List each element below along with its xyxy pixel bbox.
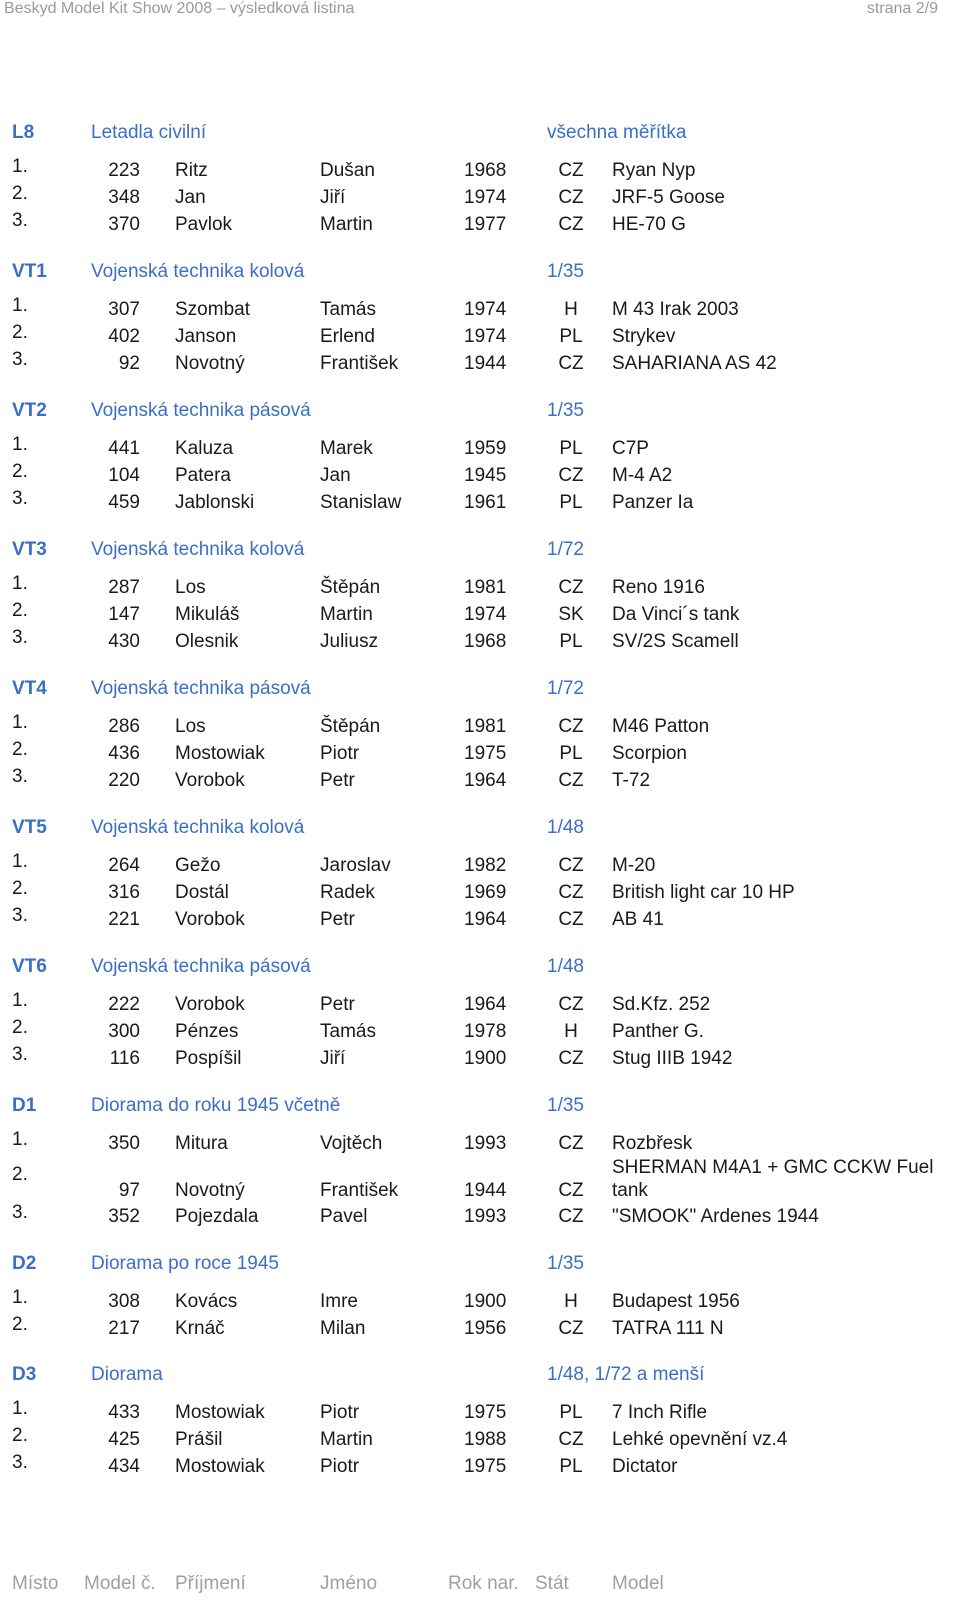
category-header	[0, 400, 960, 422]
result-row	[0, 461, 960, 491]
cell-name: Stanislaw	[320, 492, 402, 513]
legend-model-number: Model č.	[84, 1573, 156, 1594]
cell-num: 459	[108, 492, 140, 513]
cell-surname: Kaluza	[175, 438, 234, 459]
cell-name: Jaroslav	[320, 855, 391, 876]
cell-num: 434	[108, 1456, 140, 1477]
cell-num: 116	[109, 1048, 140, 1069]
cell-num: 286	[108, 716, 140, 737]
cell-place: 2.	[12, 183, 28, 204]
cell-surname: Kovács	[175, 1291, 238, 1312]
legend-model: Model	[612, 1573, 664, 1594]
cell-model: British light car 10 HP	[612, 882, 795, 903]
cell-name: Pavel	[320, 1206, 368, 1227]
cell-year: 1981	[464, 716, 507, 737]
cell-model: Lehké opevnění vz.4	[612, 1429, 788, 1450]
cell-place: 3.	[12, 488, 28, 509]
cell-surname: Pospíšil	[175, 1048, 242, 1069]
result-row	[0, 295, 960, 325]
cell-model: TATRA 111 N	[612, 1318, 724, 1339]
cell-year: 1968	[464, 631, 507, 652]
cell-state: CZ	[558, 1206, 584, 1227]
cell-num: 430	[108, 631, 140, 652]
cell-place: 3.	[12, 766, 28, 787]
cell-surname: Los	[175, 577, 206, 598]
cell-surname: Jablonski	[175, 492, 255, 513]
result-row	[0, 349, 960, 379]
cell-year: 1969	[464, 882, 507, 903]
cell-name: Tamás	[320, 1021, 376, 1042]
cell-name: Štěpán	[320, 577, 381, 598]
result-row	[0, 1314, 960, 1344]
cell-model: Scorpion	[612, 743, 687, 764]
category-code: VT3	[12, 539, 47, 560]
cell-year: 1964	[464, 909, 507, 930]
cell-year: 1974	[464, 604, 507, 625]
cell-num: 307	[108, 299, 140, 320]
cell-place: 2.	[12, 322, 28, 343]
cell-name: Radek	[320, 882, 375, 903]
legend-place: Místo	[12, 1573, 59, 1594]
cell-year: 1968	[464, 160, 507, 181]
cell-model: M-20	[612, 855, 656, 876]
cell-surname: Pénzes	[175, 1021, 239, 1042]
cell-surname: Mostowiak	[175, 743, 265, 764]
category-title: Vojenská technika kolová	[91, 817, 305, 838]
category-code: VT5	[12, 817, 47, 838]
cell-place: 3.	[12, 1044, 28, 1065]
category-code: D2	[12, 1253, 37, 1274]
cell-surname: Krnáč	[175, 1318, 225, 1339]
cell-year: 1974	[464, 187, 507, 208]
cell-state: CZ	[558, 1048, 584, 1069]
cell-name: Vojtěch	[320, 1133, 383, 1154]
category-title: Vojenská technika kolová	[91, 261, 305, 282]
cell-num: 221	[108, 909, 140, 930]
cell-model: M-4 A2	[612, 465, 673, 486]
cell-year: 1964	[464, 994, 507, 1015]
cell-model: SAHARIANA AS 42	[612, 353, 777, 374]
cell-place: 3.	[12, 905, 28, 926]
category-scale: 1/35	[547, 1253, 584, 1274]
cell-year: 1988	[464, 1429, 507, 1450]
cell-year: 1978	[464, 1021, 507, 1042]
cell-model: 7 Inch Rifle	[612, 1402, 708, 1423]
result-row	[0, 1452, 960, 1482]
cell-place: 3.	[12, 210, 28, 231]
cell-model: SHERMAN M4A1 + GMC CCKW Fuel tank	[612, 1157, 934, 1201]
cell-place: 1.	[12, 1129, 28, 1150]
cell-state: PL	[559, 1402, 583, 1423]
cell-surname: Janson	[175, 326, 237, 347]
cell-model: SV/2S Scamell	[612, 631, 739, 652]
cell-state: CZ	[558, 716, 584, 737]
cell-state: PL	[559, 1456, 583, 1477]
cell-year: 1945	[464, 465, 507, 486]
category-code: VT1	[12, 261, 47, 282]
category-header	[0, 956, 960, 978]
document-title: Beskyd Model Kit Show 2008 – výsledková listina	[4, 0, 355, 17]
cell-model: AB 41	[612, 909, 664, 930]
category-header	[0, 817, 960, 839]
cell-state: CZ	[558, 1318, 584, 1339]
cell-surname: Los	[175, 716, 206, 737]
category-scale: 1/48	[547, 956, 584, 977]
cell-place: 2.	[12, 1314, 28, 1335]
cell-state: CZ	[558, 855, 584, 876]
cell-place: 2.	[12, 1164, 28, 1185]
cell-state: PL	[559, 492, 583, 513]
category-header	[0, 539, 960, 561]
cell-year: 1944	[464, 353, 507, 374]
cell-name: Jiří	[320, 187, 346, 208]
result-row	[0, 878, 960, 908]
cell-model: M46 Patton	[612, 716, 710, 737]
cell-place: 2.	[12, 461, 28, 482]
category-code: D3	[12, 1364, 37, 1385]
cell-model: Rozbřesk	[612, 1133, 693, 1154]
cell-place: 2.	[12, 600, 28, 621]
legend-surname: Příjmení	[175, 1573, 246, 1594]
cell-year: 1981	[464, 577, 507, 598]
category-header	[0, 1253, 960, 1275]
result-row	[0, 434, 960, 464]
cell-model: M 43 Irak 2003	[612, 299, 739, 320]
cell-year: 1974	[464, 326, 507, 347]
result-row	[0, 1156, 960, 1206]
result-row	[0, 1287, 960, 1317]
cell-year: 1956	[464, 1318, 507, 1339]
cell-surname: Vorobok	[175, 770, 245, 791]
cell-surname: Szombat	[175, 299, 250, 320]
cell-year: 1944	[464, 1180, 507, 1201]
category-title: Diorama do roku 1945 včetně	[91, 1095, 341, 1116]
page-number: strana 2/9	[866, 0, 938, 17]
cell-surname: Dostál	[175, 882, 229, 903]
category-header	[0, 1364, 960, 1386]
cell-model: Panther G.	[612, 1021, 704, 1042]
category-scale: 1/48, 1/72 a menší	[547, 1364, 705, 1385]
cell-place: 1.	[12, 295, 28, 316]
cell-name: Martin	[320, 604, 373, 625]
cell-surname: Novotný	[175, 353, 245, 374]
cell-surname: Olesnik	[175, 631, 239, 652]
result-row	[0, 156, 960, 186]
category-title: Diorama po roce 1945	[91, 1253, 279, 1274]
cell-state: PL	[559, 326, 583, 347]
result-row	[0, 573, 960, 603]
cell-surname: Ritz	[175, 160, 208, 181]
result-row	[0, 851, 960, 881]
cell-name: Imre	[320, 1291, 358, 1312]
category-title: Letadla civilní	[91, 122, 207, 143]
result-row	[0, 1425, 960, 1455]
category-code: L8	[12, 122, 35, 143]
cell-state: CZ	[558, 160, 584, 181]
category-title: Vojenská technika pásová	[91, 956, 311, 977]
cell-surname: Vorobok	[175, 994, 245, 1015]
category-header	[0, 678, 960, 700]
cell-place: 1.	[12, 156, 28, 177]
cell-year: 1959	[464, 438, 507, 459]
cell-num: 147	[108, 604, 140, 625]
cell-model: "SMOOK" Ardenes 1944	[612, 1206, 819, 1227]
cell-name: Petr	[320, 909, 355, 930]
cell-num: 352	[108, 1206, 140, 1227]
cell-num: 436	[108, 743, 140, 764]
cell-num: 370	[108, 214, 140, 235]
cell-year: 1900	[464, 1291, 507, 1312]
cell-year: 1993	[464, 1133, 507, 1154]
category-code: VT4	[12, 678, 47, 699]
result-row	[0, 322, 960, 352]
cell-year: 1977	[464, 214, 507, 235]
cell-state: PL	[559, 743, 583, 764]
cell-place: 2.	[12, 739, 28, 760]
category-header	[0, 261, 960, 283]
cell-num: 97	[118, 1180, 140, 1201]
cell-name: František	[320, 353, 399, 374]
cell-state: CZ	[558, 187, 584, 208]
category-code: VT6	[12, 956, 47, 977]
cell-model: HE-70 G	[612, 214, 686, 235]
category-title: Vojenská technika pásová	[91, 400, 311, 421]
legend-name: Jméno	[320, 1573, 378, 1594]
cell-place: 1.	[12, 1398, 28, 1419]
category-scale: 1/35	[547, 400, 584, 421]
cell-state: H	[564, 299, 578, 320]
cell-num: 287	[108, 577, 140, 598]
cell-state: H	[564, 1291, 578, 1312]
result-row	[0, 1398, 960, 1428]
cell-num: 220	[108, 770, 140, 791]
cell-model: Budapest 1956	[612, 1291, 740, 1312]
cell-num: 402	[108, 326, 140, 347]
cell-place: 3.	[12, 627, 28, 648]
cell-state: CZ	[558, 882, 584, 903]
cell-year: 1974	[464, 299, 507, 320]
cell-place: 1.	[12, 573, 28, 594]
cell-state: PL	[559, 631, 583, 652]
result-row	[0, 905, 960, 935]
legend-year: Rok nar.	[448, 1573, 519, 1594]
cell-name: Tamás	[320, 299, 376, 320]
cell-state: CZ	[558, 1180, 584, 1201]
cell-num: 433	[108, 1402, 140, 1423]
cell-place: 3.	[12, 1452, 28, 1473]
cell-state: CZ	[558, 465, 584, 486]
result-row	[0, 1044, 960, 1074]
cell-model: Sd.Kfz. 252	[612, 994, 711, 1015]
cell-year: 1982	[464, 855, 507, 876]
cell-place: 2.	[12, 1017, 28, 1038]
cell-model: JRF-5 Goose	[612, 187, 725, 208]
cell-state: SK	[558, 604, 584, 625]
cell-model: Ryan Nyp	[612, 160, 696, 181]
cell-state: CZ	[558, 1429, 584, 1450]
page-header	[0, 0, 960, 22]
cell-state: CZ	[558, 353, 584, 374]
cell-model: Stug IIIB 1942	[612, 1048, 733, 1069]
cell-state: CZ	[558, 994, 584, 1015]
category-code: D1	[12, 1095, 37, 1116]
cell-surname: Gežo	[175, 855, 221, 876]
cell-num: 300	[108, 1021, 140, 1042]
cell-surname: Mitura	[175, 1133, 228, 1154]
category-scale: 1/35	[547, 261, 584, 282]
cell-state: CZ	[558, 577, 584, 598]
cell-surname: Prášil	[175, 1429, 223, 1450]
result-row	[0, 627, 960, 657]
cell-model: Dictator	[612, 1456, 678, 1477]
result-row	[0, 1017, 960, 1047]
cell-name: Marek	[320, 438, 373, 459]
result-row	[0, 600, 960, 630]
cell-name: Piotr	[320, 1402, 360, 1423]
result-row	[0, 766, 960, 796]
category-header	[0, 1095, 960, 1117]
cell-surname: Mostowiak	[175, 1456, 265, 1477]
cell-surname: Mostowiak	[175, 1402, 265, 1423]
cell-year: 1993	[464, 1206, 507, 1227]
cell-place: 1.	[12, 990, 28, 1011]
cell-name: Štěpán	[320, 716, 381, 737]
cell-year: 1975	[464, 1456, 507, 1477]
cell-year: 1961	[464, 492, 507, 513]
cell-num: 441	[108, 438, 140, 459]
category-title: Vojenská technika pásová	[91, 678, 311, 699]
cell-year: 1900	[464, 1048, 507, 1069]
category-title: Diorama	[91, 1364, 163, 1385]
cell-place: 1.	[12, 434, 28, 455]
result-row	[0, 990, 960, 1020]
category-scale: 1/48	[547, 817, 584, 838]
cell-name: Milan	[320, 1318, 366, 1339]
cell-num: 217	[108, 1318, 140, 1339]
category-scale: 1/72	[547, 678, 584, 699]
cell-name: Jan	[320, 465, 351, 486]
cell-num: 104	[108, 465, 140, 486]
cell-place: 3.	[12, 1202, 28, 1223]
cell-surname: Novotný	[175, 1180, 245, 1201]
cell-name: Piotr	[320, 743, 360, 764]
cell-name: Dušan	[320, 160, 375, 181]
result-row	[0, 1202, 960, 1232]
result-row	[0, 739, 960, 769]
cell-model: C7P	[612, 438, 649, 459]
cell-num: 223	[108, 160, 140, 181]
result-row	[0, 210, 960, 240]
result-row	[0, 183, 960, 213]
cell-surname: Pojezdala	[175, 1206, 259, 1227]
cell-state: H	[564, 1021, 578, 1042]
cell-model: Panzer Ia	[612, 492, 694, 513]
category-scale: 1/35	[547, 1095, 584, 1116]
cell-name: František	[320, 1180, 399, 1201]
cell-place: 2.	[12, 1425, 28, 1446]
cell-num: 350	[108, 1133, 140, 1154]
cell-year: 1964	[464, 770, 507, 791]
cell-state: CZ	[558, 1133, 584, 1154]
cell-place: 1.	[12, 712, 28, 733]
cell-place: 3.	[12, 349, 28, 370]
cell-num: 308	[108, 1291, 140, 1312]
cell-surname: Mikuláš	[175, 604, 240, 625]
cell-model: Da Vinci´s tank	[612, 604, 740, 625]
result-row	[0, 488, 960, 518]
category-header	[0, 122, 960, 144]
cell-surname: Jan	[175, 187, 206, 208]
cell-num: 264	[108, 855, 140, 876]
cell-name: Juliusz	[320, 631, 379, 652]
cell-num: 92	[118, 353, 140, 374]
cell-state: CZ	[558, 770, 584, 791]
cell-place: 1.	[12, 1287, 28, 1308]
cell-name: Jiří	[320, 1048, 346, 1069]
legend-state: Stát	[535, 1573, 569, 1594]
cell-state: CZ	[558, 214, 584, 235]
cell-name: Martin	[320, 1429, 373, 1450]
cell-name: Piotr	[320, 1456, 360, 1477]
column-legend	[0, 1573, 960, 1599]
cell-model: T-72	[612, 770, 651, 791]
category-scale: všechna měřítka	[547, 122, 687, 143]
cell-name: Erlend	[320, 326, 375, 347]
cell-surname: Vorobok	[175, 909, 245, 930]
cell-year: 1975	[464, 1402, 507, 1423]
category-code: VT2	[12, 400, 47, 421]
cell-name: Petr	[320, 770, 355, 791]
cell-num: 222	[108, 994, 140, 1015]
cell-name: Martin	[320, 214, 373, 235]
cell-num: 425	[108, 1429, 140, 1450]
cell-year: 1975	[464, 743, 507, 764]
result-row	[0, 712, 960, 742]
cell-surname: Patera	[175, 465, 231, 486]
category-scale: 1/72	[547, 539, 584, 560]
cell-num: 348	[108, 187, 140, 208]
cell-state: PL	[559, 438, 583, 459]
cell-place: 1.	[12, 851, 28, 872]
category-title: Vojenská technika kolová	[91, 539, 305, 560]
cell-place: 2.	[12, 878, 28, 899]
cell-model: Reno 1916	[612, 577, 705, 598]
cell-model: Strykev	[612, 326, 676, 347]
cell-surname: Pavlok	[175, 214, 233, 235]
cell-num: 316	[108, 882, 140, 903]
cell-name: Petr	[320, 994, 355, 1015]
cell-state: CZ	[558, 909, 584, 930]
